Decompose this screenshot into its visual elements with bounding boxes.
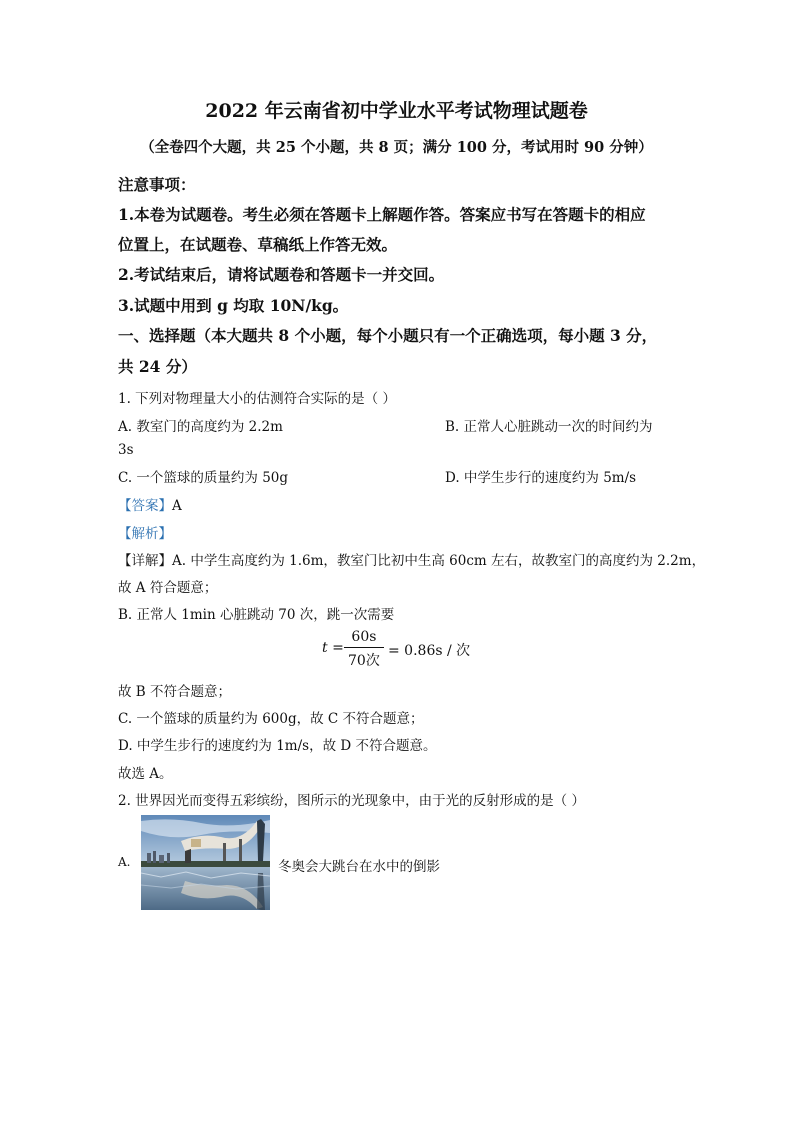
question-1-option-b-cont: 3s — [118, 442, 134, 458]
answer-label: 【答案】 — [118, 498, 172, 514]
question-2-stem: 2. 世界因光而变得五彩缤纷，图所示的光现象中，由于光的反射形成的是（ ） — [118, 793, 585, 809]
detail-line-3: B. 正常人 1min 心脏跳动 70 次，跳一次需要 — [118, 607, 395, 623]
detail-line-5: C. 一个篮球的质量约为 600g，故 C 不符合题意； — [118, 711, 424, 727]
question-1-stem: 1. 下列对物理量大小的估测符合实际的是（ ） — [118, 391, 396, 407]
formula-denominator: 70次 — [348, 653, 380, 669]
exam-info: （全卷四个大题，共 25 个小题，共 8 页；满分 100 分，考试用时 90 分钟） — [140, 139, 653, 156]
formula-numerator: 60s — [344, 629, 384, 648]
note-item-1: 1.本卷为试题卷。考生必须在答题卡上解题作答。答案应书写在答题卡的相应 — [118, 205, 646, 224]
question-2-option-a-label: A. — [118, 855, 131, 869]
notes-heading: 注意事项： — [118, 175, 196, 194]
section-heading-cont: 共 24 分） — [118, 357, 197, 376]
question-2-option-a-text: 冬奥会大跳台在水中的倒影 — [278, 859, 440, 875]
note-item-3: 3.试题中用到 g 均取 10N/kg。 — [118, 296, 349, 315]
question-1-option-a: A. 教室门的高度约为 2.2m — [118, 419, 283, 435]
formula-fraction — [344, 629, 384, 670]
detail-line-6: D. 中学生步行的速度约为 1m/s，故 D 不符合题意。 — [118, 738, 437, 754]
detail-line-2: 故 A 符合题意； — [118, 580, 218, 596]
question-1-option-d: D. 中学生步行的速度约为 5m/s — [445, 470, 637, 486]
question-1-option-c: C. 一个篮球的质量约为 50g — [118, 470, 289, 486]
page-title: 2022 年云南省初中学业水平考试物理试题卷 — [205, 100, 588, 122]
detail-line-7: 故选 A。 — [118, 766, 173, 782]
detail-line-1 — [118, 549, 705, 569]
analysis-label: 【解析】 — [118, 526, 172, 542]
formula-lhs: t = — [322, 640, 344, 656]
answer-line — [118, 494, 182, 514]
detail-label: 【详解】 — [118, 553, 172, 569]
note-item-2: 2.考试结束后，请将试题卷和答题卡一并交回。 — [118, 265, 445, 284]
note-item-1-cont: 位置上，在试题卷、草稿纸上作答无效。 — [118, 235, 398, 254]
detail-line-4: 故 B 不符合题意； — [118, 684, 232, 700]
ski-jump-reflection-photo — [141, 815, 270, 910]
answer-value: A — [172, 498, 182, 514]
question-1-option-b: B. 正常人心脏跳动一次的时间约为 — [445, 419, 653, 435]
detail-text: A. 中学生高度约为 1.6m，教室门比初中生高 60cm 左右，故教室门的高度约为 2.2m， — [172, 553, 706, 569]
section-heading: 一、选择题（本大题共 8 个小题，每个小题只有一个正确选项，每小题 3 分， — [118, 326, 658, 345]
formula-rhs: = 0.86s / 次 — [388, 643, 471, 659]
